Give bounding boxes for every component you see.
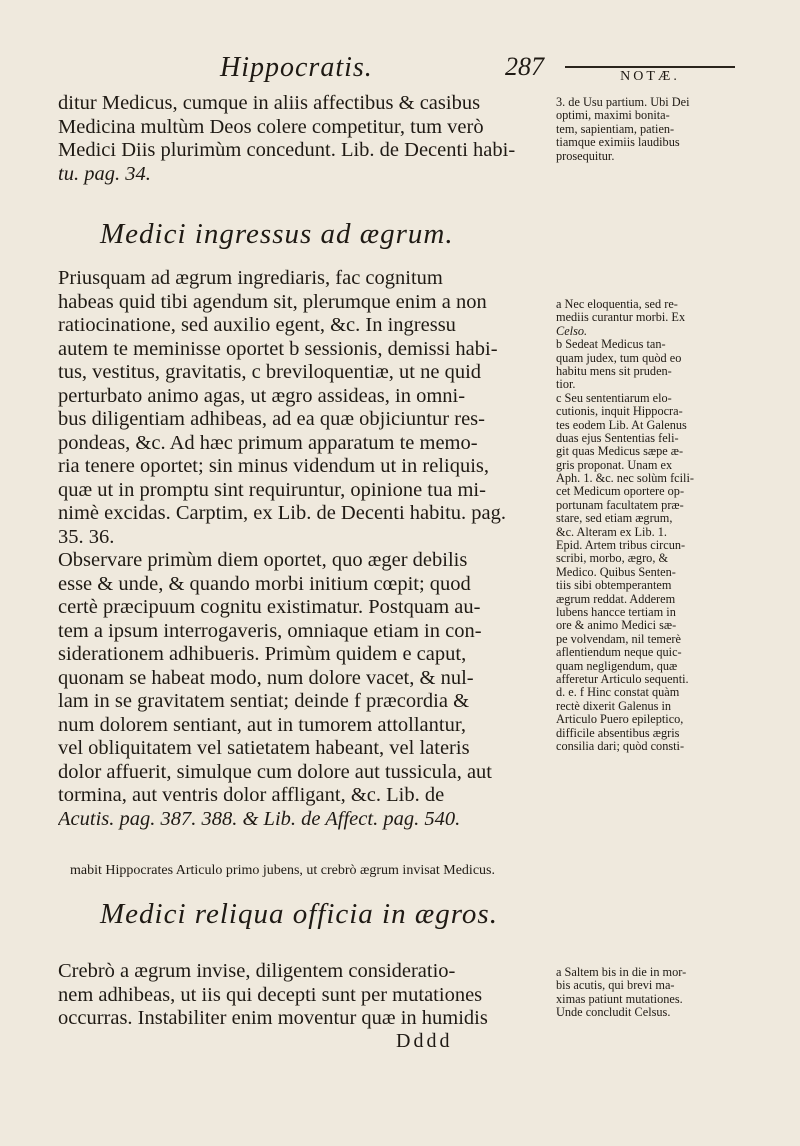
- note-line: gris proponat. Unam ex: [556, 458, 673, 472]
- text-line: siderationem adhibueris. Primùm quidem e caput,: [58, 643, 467, 665]
- note-line: duas ejus Sententias feli-: [556, 431, 679, 445]
- text-line: tu. pag. 34.: [58, 162, 151, 185]
- note-line: b Sedeat Medicus tan-: [556, 338, 666, 352]
- note-line: tiis sibi obtemperantem: [556, 579, 672, 593]
- section-heading-ingress: Medici ingressus ad ægrum.: [100, 218, 454, 250]
- note-line: tes eodem Lib. At Galenus: [556, 418, 687, 432]
- text-line: tem a ipsum interrogaveris, omniaque etiam in con-: [58, 619, 482, 642]
- text-line: nimè excidas. Carptim, ex Lib. de Decenti habitu. pag.: [58, 502, 507, 524]
- margin-note-2: [556, 298, 768, 753]
- note-line: c Seu sententiarum elo-: [556, 391, 672, 405]
- text-line: tus, vestitus, gravitatis, c breviloquentiæ, ut ne quid: [58, 361, 482, 383]
- note-line: difficile absentibus ægris: [556, 726, 680, 740]
- note-line: tiamque eximiis laudibus: [556, 136, 680, 150]
- note-line: a Nec eloquentia, sed re-: [556, 298, 678, 311]
- note-line: d. e. f Hinc constat quàm: [556, 686, 680, 700]
- note-line: cet Medicum oportere op-: [556, 485, 685, 499]
- text-line: Priusquam ad ægrum ingrediaris, fac cognitum: [58, 267, 443, 289]
- text-line: occurras. Instabiliter enim moventur quæ in humidis: [58, 1007, 488, 1029]
- text-line: quæ ut in promptu sint requiruntur, opinione tua mi-: [58, 478, 486, 501]
- note-line: portunam facultatem præ-: [556, 498, 684, 512]
- text-line: ditur Medicus, cumque in aliis affectibus & casibus: [58, 92, 481, 114]
- text-line: 35. 36.: [58, 525, 115, 548]
- note-line: optimi, maximi bonita-: [556, 109, 670, 123]
- note-line: 3. de Usu partium. Ubi Dei: [556, 96, 690, 109]
- note-line: a Saltem bis in die in mor-: [556, 966, 687, 979]
- text-line: Observare primùm diem oportet, quo æger debilis: [58, 549, 468, 571]
- notes-label: NOTÆ.: [565, 66, 735, 85]
- note-line: scribi, morbo, ægro, &: [556, 552, 669, 566]
- note-line: ximas patiunt mutationes.: [556, 992, 683, 1006]
- note-line: pe volvendam, nil temerè: [556, 632, 681, 646]
- note-line: aflentiendum neque quic-: [556, 646, 682, 660]
- note-line: afferetur Articulo sequenti.: [556, 672, 689, 686]
- text-line: perturbato animo agas, ut ægro assideas, in omni-: [58, 384, 466, 407]
- text-line: Acutis. pag. 387. 388. & Lib. de Affect. pag. 540.: [58, 807, 461, 830]
- note-line: habitu mens sit pruden-: [556, 364, 672, 378]
- text-line: ratiocinatione, sed auxilio egent, &c. In ingressu: [58, 314, 456, 336]
- section-heading-duties: Medici reliqua officia in ægros.: [100, 898, 498, 930]
- note-line: &c. Alteram ex Lib. 1.: [556, 525, 667, 539]
- note-line: quam judex, tum quòd eo: [556, 351, 682, 365]
- text-line: pondeas, &c. Ad hæc primum apparatum te memo-: [58, 431, 478, 454]
- running-header: [220, 52, 760, 82]
- text-line: habeas quid tibi agendum sit, plerumque enim a non: [58, 290, 487, 313]
- note-line: consilia dari; quòd consti-: [556, 739, 685, 753]
- text-line: esse & unde, & quando morbi initium cœpit; quod: [58, 572, 471, 595]
- paragraph-duties: [58, 960, 558, 1031]
- text-line: Medici Diis plurimùm concedunt. Lib. de Decenti habi-: [58, 139, 516, 161]
- text-line: bus diligentiam adhibeas, ad ea quæ objiciuntur res-: [58, 408, 485, 430]
- note-line: Epid. Artem tribus circun-: [556, 539, 686, 553]
- text-line: nem adhibeas, ut iis qui decepti sunt per mutationes: [58, 983, 483, 1006]
- text-line: Crebrò a ægrum invise, diligentem consideratio-: [58, 960, 456, 982]
- text-line: lam in se gravitatem sentiat; deinde f præcordia &: [58, 690, 470, 712]
- note-line: rectè dixerit Galenus in: [556, 699, 672, 713]
- page-number: 287: [505, 52, 544, 81]
- margin-note-3: [556, 966, 768, 1020]
- text-line: tormina, aut ventris dolor affligant, &c. Lib. de: [58, 784, 445, 806]
- text-line: dolor affuerit, simulque cum dolore aut tussicula, aut: [58, 760, 493, 783]
- text-line: vel obliquitatem vel satietatem habeant, vel lateris: [58, 737, 470, 759]
- running-title: Hippocratis.: [220, 52, 373, 83]
- note-line: ore & animo Medici sæ-: [556, 619, 677, 633]
- margin-note-1: [556, 96, 768, 163]
- paragraph-opening: [58, 92, 558, 186]
- note-line: git quas Medicus sæpe æ-: [556, 445, 684, 459]
- note-line: quam negligendum, quæ: [556, 659, 678, 673]
- text-line: quonam se habeat modo, num dolore vacet, & nul-: [58, 666, 474, 689]
- text-line: certè præcipuum cognitu existimatur. Postquam au-: [58, 596, 481, 618]
- continued-note-line: mabit Hippocrates Articulo primo jubens, ut crebrò ægrum invisat Medicus.: [70, 863, 495, 878]
- text-line: Medicina multùm Deos colere competitur, tum verò: [58, 115, 484, 138]
- note-line: lubens hancce tertiam in: [556, 605, 676, 619]
- note-line: tior.: [556, 378, 576, 392]
- note-line: Articulo Puero epileptico,: [556, 713, 684, 727]
- note-line: Unde concludit Celsus.: [556, 1006, 671, 1020]
- text-line: num dolorem sentiant, aut in tumorem attollantur,: [58, 713, 466, 736]
- note-line: bis acutis, qui brevi ma-: [556, 979, 675, 993]
- note-line: Celso.: [556, 324, 588, 338]
- note-line: Medico. Quibus Senten-: [556, 565, 676, 579]
- note-line: prosequitur.: [556, 149, 615, 163]
- note-line: stare, sed etiam ægrum,: [556, 512, 673, 526]
- note-line: tem, sapientiam, patien-: [556, 122, 675, 136]
- note-line: cutionis, inquit Hippocra-: [556, 405, 683, 419]
- text-line: ria tenere oportet; sin minus videndum ut in reliquis,: [58, 455, 489, 477]
- note-line: ægrum reddat. Adderem: [556, 592, 676, 606]
- paragraph-ingress: [58, 267, 558, 831]
- note-line: mediis curantur morbi. Ex: [556, 311, 686, 325]
- note-line: Aph. 1. &c. nec solùm fcili-: [556, 472, 694, 486]
- signature-mark: Dddd: [396, 1030, 453, 1052]
- text-line: autem te meminisse oportet b sessionis, demissi habi-: [58, 337, 498, 360]
